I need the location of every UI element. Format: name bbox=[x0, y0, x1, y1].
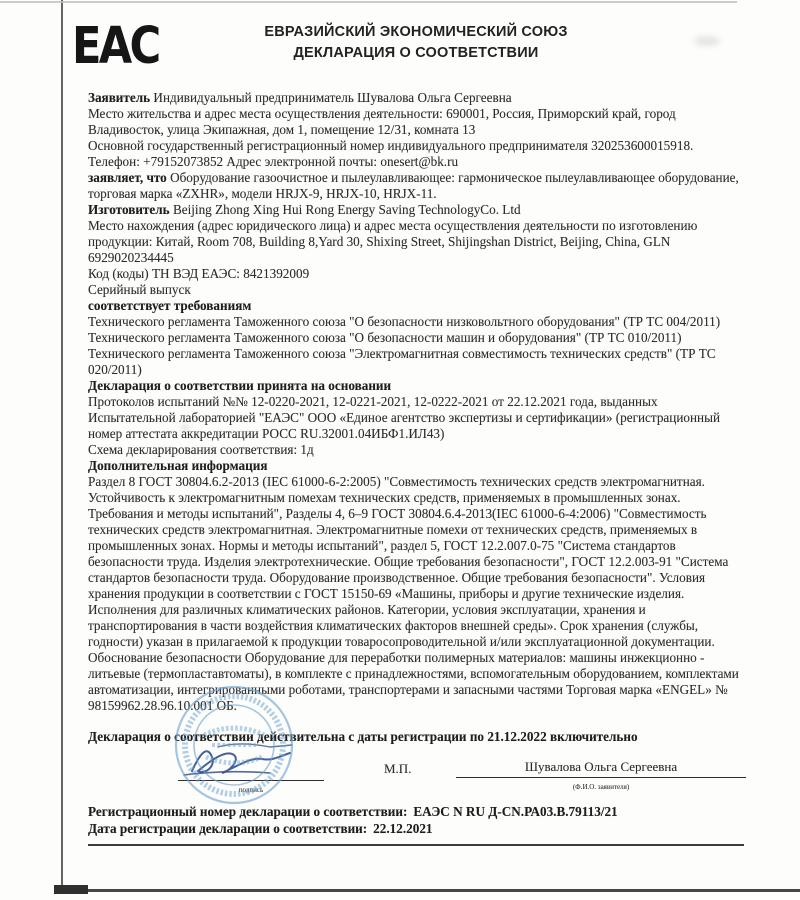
document-lower-section bbox=[88, 714, 744, 846]
registration-date-line bbox=[88, 820, 744, 837]
validity-statement: Декларация о соответствии действительна с даты регистрации по 21.12.2022 включительно bbox=[88, 729, 638, 744]
document-title bbox=[88, 18, 744, 64]
document-paragraph bbox=[88, 170, 744, 202]
para-text: Основной государственный регистрационный номер индивидуального предпринимателя 320253600015918. bbox=[88, 138, 694, 153]
registration-number-line bbox=[88, 803, 744, 820]
document-body bbox=[88, 90, 744, 714]
para-text: Телефон: +79152073852 Адрес электронной почты: onesert@bk.ru bbox=[88, 154, 459, 169]
para-text: Протоколов испытаний №№ 12-0220-2021, 12-0221-2021, 12-0222-2021 от 22.12.2021 года, выданных Испытательной лабораторией "ЕАЭС" ООО «Единое агентство экспертизы и сертификации» (регистрационный номер аттестата аккредитации РОСС RU.32001.04ИБФ1.ИЛ43) bbox=[88, 394, 721, 441]
para-text: Схема декларирования соответствия: 1д bbox=[88, 442, 314, 457]
document-header bbox=[72, 16, 744, 77]
para-lead: Декларация о соответствии принята на основании bbox=[88, 378, 392, 393]
document-paragraph bbox=[88, 218, 744, 266]
document-paragraph bbox=[88, 202, 744, 218]
document-paragraph bbox=[88, 90, 744, 106]
title-declaration: ДЕКЛАРАЦИЯ О СООТВЕТСТВИИ bbox=[293, 45, 539, 61]
applicant-name: Шувалова Ольга Сергеевна bbox=[524, 759, 678, 774]
para-text: Место нахождения (адрес юридического лица) и адрес места осуществления деятельности по изготовлению продукции: Китай, Room 708, Building 8,Yard 30, Shixing Street, Shijingshan District, Beijing, China, GLN 6929020234445 bbox=[88, 218, 698, 265]
registration-date-value: 22.12.2021 bbox=[373, 821, 433, 836]
para-lead: Заявитель bbox=[88, 90, 151, 105]
para-lead: соответствует требованиям bbox=[88, 298, 252, 313]
document-paragraph bbox=[88, 378, 744, 394]
document-paragraph bbox=[88, 138, 744, 154]
document-paragraph bbox=[88, 474, 744, 714]
document-paragraph bbox=[88, 458, 744, 474]
para-text: Оборудование газоочистное и пылеулавливающее: гармоническое пылеулавливающее оборудование, торговая марка «ZXHR», модели HRJX-9, HRJX-10, HRJX-11. bbox=[88, 170, 739, 201]
applicant-name-caption: (Ф.И.О. заявителя) bbox=[572, 783, 630, 791]
eac-mark-logo: ЕАС bbox=[72, 16, 159, 77]
title-union: ЕВРАЗИЙСКИЙ ЭКОНОМИЧЕСКИЙ СОЮЗ bbox=[264, 24, 568, 40]
document-paragraph bbox=[88, 282, 744, 298]
document-paragraph bbox=[88, 346, 744, 378]
document-paragraph bbox=[88, 266, 744, 282]
registration-date-label: Дата регистрации декларации о соответствии: bbox=[88, 821, 368, 836]
para-text: Технического регламента Таможенного союза "О безопасности машин и оборудования" (ТР ТС 010/2011) bbox=[88, 330, 682, 345]
scan-edge-left bbox=[61, 0, 63, 893]
para-text: Технического регламента Таможенного союза "О безопасности низковольтного оборудования" (ТР ТС 004/2011) bbox=[88, 314, 721, 329]
para-text: Код (коды) ТН ВЭД ЕАЭС: 8421392009 bbox=[88, 266, 310, 281]
signature-block bbox=[88, 747, 744, 803]
document-paragraph bbox=[88, 394, 744, 442]
document-paragraph bbox=[88, 314, 744, 330]
registration-number-label: Регистрационный номер декларации о соответствии: bbox=[88, 804, 408, 819]
registration-number-value: ЕАЭС N RU Д-CN.РА03.В.79113/21 bbox=[413, 804, 618, 819]
bottom-rule bbox=[88, 844, 744, 846]
seal-place-label: М.П. bbox=[384, 761, 412, 776]
para-text: Индивидуальный предприниматель Шувалова Ольга Сергеевна bbox=[150, 90, 512, 105]
para-lead: Дополнительная информация bbox=[88, 458, 268, 473]
para-text: Раздел 8 ГОСТ 30804.6.2-2013 (IEC 61000-6-2:2005) "Совместимость технических средств электромагнитная. Устойчивость к электромагнитным помехам технических средств, применяемых в промышленных зонах. Требования и методы испытаний", Разделы 4, 6–9 ГОСТ 30804.6.4-2013(IEC 61000-6-4:2006) "Совместимость технических средств электромагнитная. Электромагнитные помехи от технических средств, применяемых в промышленных зонах. Нормы и методы испытаний", раздел 5, ГОСТ 12.2.007.0-75 "Система стандартов безопасности труда. Изделия электротехнические. Общие требования безопасности", ГОСТ 12.2.003-91 "Система стандартов безопасности труда. Оборудование производственное. Общие требования безопасности". Условия хранения продукции в соответствии с ГОСТ 15150-69 «Машины, приборы и другие технические изделия. Исполнения для различных климатических районов. Категории, условия эксплуатации, хранения и транспортирования в части воздействия климатических факторов внешней среды». Срок хранения (службы, годности) указан в прилагаемой к продукции товаросопроводительной и/или эксплуатационной документации. Обоснование безопасности Оборудование для переработки полимерных материалов: машины инжекционно - литьевые (термопластавтоматы), в комплекте с принадлежностями, вспомогательным оборудованием, комплектами автоматизации, интегрированными роботами, транспортерами и запасными частями Торговая марка «ENGEL» № 98159962.28.96.10.001 ОБ. bbox=[88, 474, 739, 713]
para-text: Технического регламента Таможенного союза "Электромагнитная совместимость технических средств" (ТР ТС 020/2011) bbox=[88, 346, 716, 377]
scan-edge-bottom bbox=[54, 889, 800, 892]
scan-edge-top bbox=[0, 1, 737, 3]
document-paragraph bbox=[88, 106, 744, 138]
para-text: Место жительства и адрес места осуществления деятельности: 690001, Россия, Приморский край, город Владивосток, улица Экипажная, дом 1, помещение 12/31, комната 13 bbox=[88, 106, 676, 137]
document-paragraph bbox=[88, 330, 744, 346]
signature-caption: подпись bbox=[238, 786, 264, 794]
document-paragraph bbox=[88, 154, 744, 170]
document-paragraph bbox=[88, 298, 744, 314]
handwritten-signature bbox=[174, 741, 324, 781]
applicant-name-line bbox=[456, 777, 746, 778]
document-paragraph bbox=[88, 442, 744, 458]
para-lead: заявляет, что bbox=[88, 170, 167, 185]
para-text: Beijing Zhong Xing Hui Rong Energy Saving TechnologyCo. Ltd bbox=[169, 202, 521, 217]
para-lead: Изготовитель bbox=[88, 202, 170, 217]
scan-edge-bottom-blob bbox=[54, 885, 88, 894]
para-text: Серийный выпуск bbox=[88, 282, 191, 297]
